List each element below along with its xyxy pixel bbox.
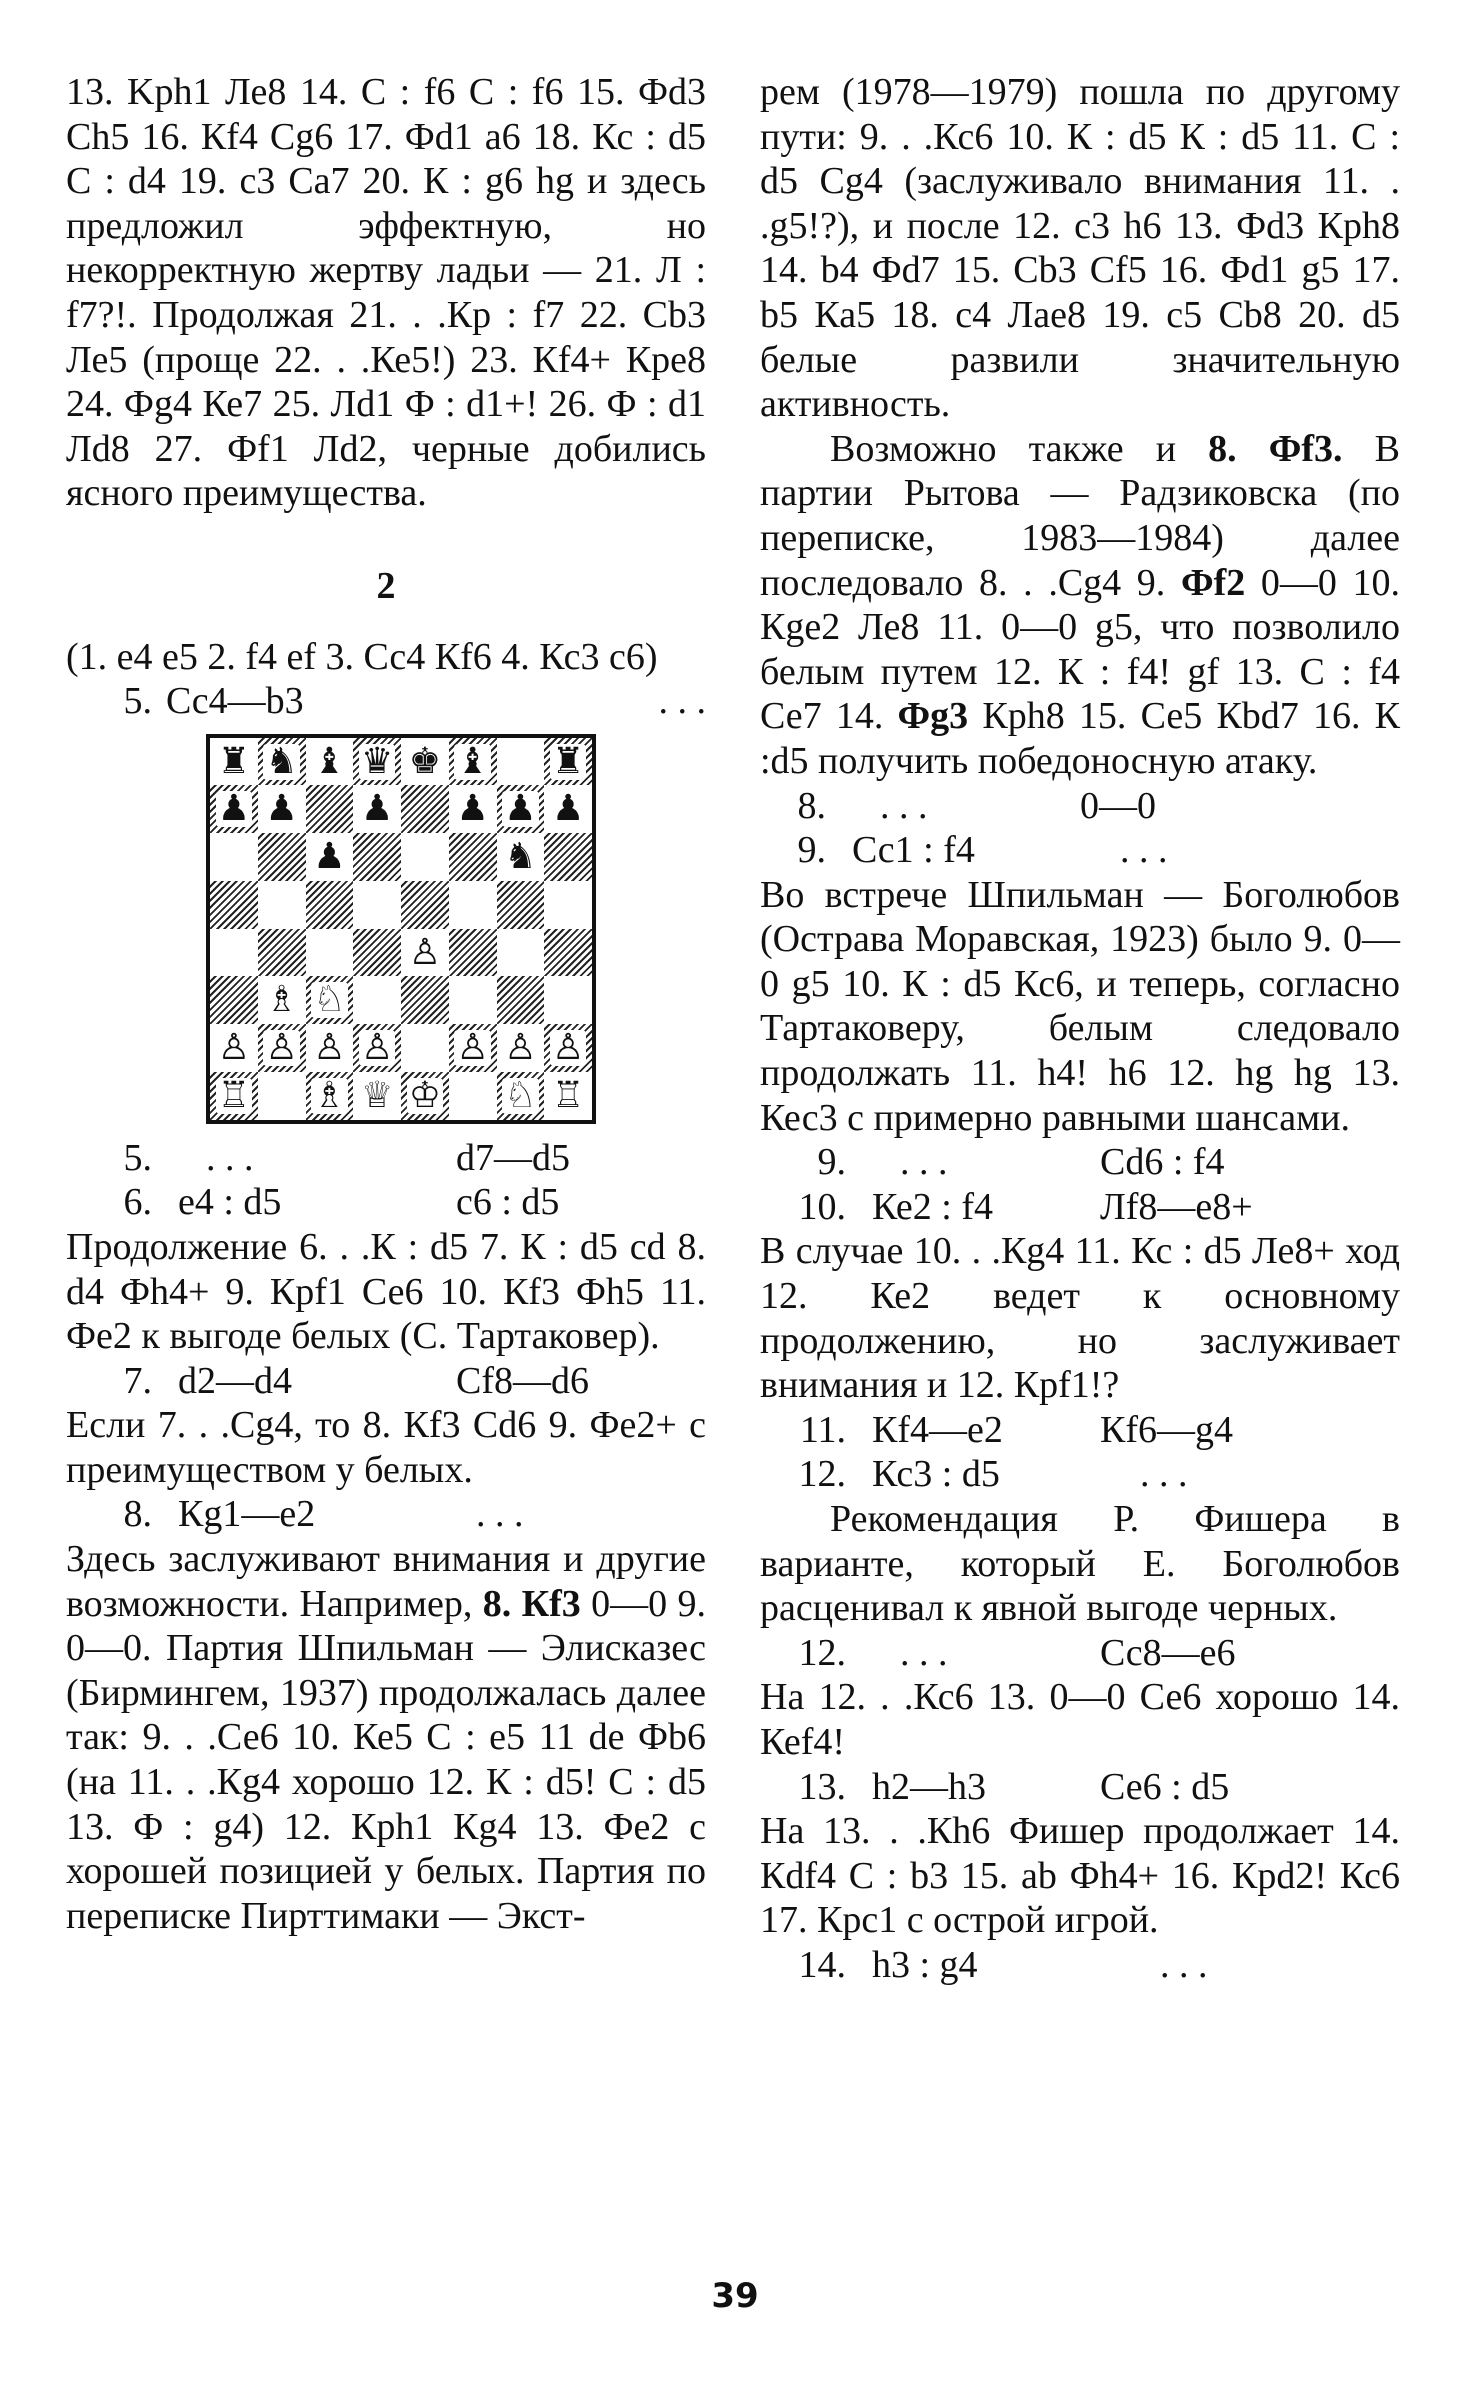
chess-piece-icon: ♙ bbox=[360, 1027, 394, 1069]
black-move: Се6 : d5 bbox=[1100, 1765, 1230, 1808]
chess-diagram bbox=[206, 734, 706, 1124]
square-f6 bbox=[449, 833, 497, 881]
chess-piece-icon: ♙ bbox=[313, 1027, 346, 1069]
white-move: . . . bbox=[880, 784, 928, 827]
square-a2 bbox=[210, 1024, 258, 1072]
chess-piece-icon: ♟ bbox=[265, 788, 298, 830]
paragraph: На 12. . .Кс6 13. 0—0 Се6 хорошо 14. Кеf4! bbox=[760, 1676, 1400, 1763]
square-c2 bbox=[306, 1024, 354, 1072]
square-h7 bbox=[544, 785, 592, 833]
white-move: . . . bbox=[900, 1141, 948, 1184]
square-f4 bbox=[449, 929, 497, 977]
paragraph-text: В партии Рытова — Радзиковска (по переписке, 1983—1984) далее последовало 8. . .Cg4 9. bbox=[760, 427, 1400, 604]
square-c5 bbox=[306, 881, 354, 929]
square-c7 bbox=[306, 785, 354, 833]
square-a4 bbox=[210, 929, 258, 977]
square-e1 bbox=[401, 1072, 449, 1120]
move-number: 14. bbox=[798, 1943, 846, 1986]
move-number: 7. bbox=[123, 1359, 152, 1402]
paragraph bbox=[760, 427, 1400, 784]
paragraph-bold: Фg3 bbox=[897, 695, 969, 738]
chess-piece-icon: ♜ bbox=[551, 740, 585, 782]
move-line bbox=[760, 828, 1400, 873]
white-move: Сс4—b3 bbox=[166, 680, 304, 723]
paragraph: В случае 10. . .Кg4 11. Кс : d5 Ле8+ ход 12. Ке2 ведет к основному продолжению, но заслуживает внимания и 12. Кpf1!? bbox=[760, 1230, 1400, 1407]
page-number: 39 bbox=[711, 2276, 759, 2316]
square-c3 bbox=[306, 976, 354, 1024]
square-h5 bbox=[544, 881, 592, 929]
paragraph bbox=[66, 1537, 706, 1938]
move-line bbox=[66, 1180, 706, 1225]
square-b8 bbox=[258, 738, 306, 786]
square-a7 bbox=[210, 785, 258, 833]
square-g6 bbox=[497, 833, 545, 881]
square-b7 bbox=[258, 785, 306, 833]
chess-piece-icon: ♝ bbox=[456, 740, 489, 782]
chess-piece-icon: ♙ bbox=[456, 1027, 489, 1069]
white-move: . . . bbox=[900, 1631, 948, 1674]
paragraph: Продолжение 6. . .К : d5 7. К : d5 cd 8. d4 Фh4+ 9. Кpf1 Се6 10. Кf3 Фh5 11. Фе2 к выгоде белых (С. Тартаковер). bbox=[66, 1225, 706, 1358]
black-move: . . . bbox=[658, 680, 706, 723]
square-f7 bbox=[449, 785, 497, 833]
black-move: с6 : d5 bbox=[456, 1181, 560, 1224]
black-move: Cd6 : f4 bbox=[1100, 1141, 1225, 1184]
square-b3 bbox=[258, 976, 306, 1024]
square-b4 bbox=[258, 929, 306, 977]
black-move: . . . bbox=[1120, 829, 1168, 872]
move-number: 13. bbox=[798, 1765, 846, 1808]
chess-piece-icon: ♙ bbox=[217, 1027, 251, 1069]
square-b1 bbox=[258, 1072, 306, 1120]
chess-piece-icon: ♟ bbox=[504, 788, 537, 830]
square-e3 bbox=[401, 976, 449, 1024]
square-e6 bbox=[401, 833, 449, 881]
square-e2 bbox=[401, 1024, 449, 1072]
chess-piece-icon: ♝ bbox=[313, 740, 346, 782]
square-f2 bbox=[449, 1024, 497, 1072]
square-h3 bbox=[544, 976, 592, 1024]
move-line bbox=[760, 1140, 1400, 1185]
square-e8 bbox=[401, 738, 449, 786]
black-move: 0—0 bbox=[1080, 784, 1156, 827]
chess-piece-icon: ♟ bbox=[456, 788, 489, 830]
square-d3 bbox=[353, 976, 401, 1024]
white-move: е4 : d5 bbox=[178, 1181, 282, 1224]
square-h4 bbox=[544, 929, 592, 977]
chess-piece-icon: ♟ bbox=[551, 788, 585, 830]
move-line bbox=[66, 1492, 706, 1537]
square-a8 bbox=[210, 738, 258, 786]
chess-piece-icon: ♛ bbox=[360, 740, 394, 782]
move-number: 5. bbox=[123, 680, 152, 723]
paragraph: 13. Kph1 Ле8 14. С : f6 С : f6 15. Фd3 Ch5 16. Кf4 Cg6 17. Фd1 а6 18. Кс : d5 С : d4 19. с3 Са7 20. К : g6 hg и здесь предложил эффектную, но некорректную жертву ладьи — 21. Л : f7?!. Продолжая 21. . .Кр : f7 22. Cb3 Ле5 (проще 22. . .Ке5!) 23. Кf4+ Кре8 24. Фg4 Ке7 25. Лd1 Ф : d1+! 26. Ф : d1 Лd8 27. Фf1 Лd2, черные добились ясного преимущества. bbox=[66, 71, 706, 515]
black-move: Сс8—е6 bbox=[1100, 1631, 1236, 1674]
move-line bbox=[760, 1943, 1400, 1988]
white-move: d2—d4 bbox=[178, 1359, 292, 1402]
square-h6 bbox=[544, 833, 592, 881]
square-a3 bbox=[210, 976, 258, 1024]
square-f3 bbox=[449, 976, 497, 1024]
move-line bbox=[760, 1631, 1400, 1676]
white-move: h3 : g4 bbox=[872, 1943, 978, 1986]
square-d4 bbox=[353, 929, 401, 977]
chess-piece-icon: ♞ bbox=[504, 836, 537, 878]
paragraph: (1. е4 е5 2. f4 ef 3. Сс4 Кf6 4. Кс3 с6) bbox=[66, 635, 658, 678]
square-b5 bbox=[258, 881, 306, 929]
move-line bbox=[66, 1136, 706, 1181]
paragraph-text: Здесь заслуживают внимания и другие возможности. Например, bbox=[66, 1538, 706, 1625]
paragraph: Во встрече Шпильман — Боголюбов (Острава Моравская, 1923) было 9. 0—0 g5 10. К : d5 Кс6, и теперь, согласно Тартаковеру, белым следовало продолжать 11. h4! h6 12. hg hg 13. Кес3 с примерно равными шансами. bbox=[760, 873, 1400, 1139]
paragraph-bold: 8. Кf3 bbox=[482, 1582, 581, 1625]
move-number: 8. bbox=[123, 1493, 152, 1536]
white-move: h2—h3 bbox=[872, 1765, 986, 1808]
black-move: . . . bbox=[1160, 1943, 1208, 1986]
move-number: 12. bbox=[798, 1453, 846, 1496]
square-c6 bbox=[306, 833, 354, 881]
paragraph-bold: Фf2 bbox=[1180, 561, 1246, 604]
square-f5 bbox=[449, 881, 497, 929]
move-line bbox=[760, 784, 1400, 829]
square-c8 bbox=[306, 738, 354, 786]
move-number: 8. bbox=[797, 784, 826, 827]
chess-piece-icon: ♕ bbox=[360, 1074, 394, 1116]
square-e7 bbox=[401, 785, 449, 833]
square-g7 bbox=[497, 785, 545, 833]
square-g4 bbox=[497, 929, 545, 977]
move-line bbox=[66, 1359, 706, 1404]
chess-piece-icon: ♟ bbox=[360, 788, 394, 830]
chess-piece-icon: ♘ bbox=[504, 1074, 537, 1116]
move-line bbox=[66, 679, 706, 724]
paragraph: Рекомендация Р. Фишера в варианте, который Е. Боголюбов расценивал к явной выгоде черных. bbox=[760, 1498, 1400, 1630]
paragraph-text: Кph8 15. Се5 Кbd7 16. К :d5 получить победоносную атаку. bbox=[760, 695, 1400, 782]
black-move: . . . bbox=[476, 1493, 524, 1536]
white-move: Ке2 : f4 bbox=[872, 1185, 993, 1228]
square-c1 bbox=[306, 1072, 354, 1120]
square-h1 bbox=[544, 1072, 592, 1120]
move-line bbox=[760, 1765, 1400, 1810]
paragraph-text: Возможно также и bbox=[830, 427, 1177, 470]
black-move: Кf6—g4 bbox=[1100, 1408, 1233, 1451]
chess-piece-icon: ♙ bbox=[551, 1027, 585, 1069]
black-move: Cf8—d6 bbox=[456, 1359, 589, 1402]
move-number: 11. bbox=[799, 1408, 846, 1451]
black-move: Лf8—е8+ bbox=[1100, 1185, 1253, 1228]
chess-piece-icon: ♘ bbox=[313, 979, 346, 1021]
chess-piece-icon: ♗ bbox=[313, 1074, 346, 1116]
white-move: Кg1—е2 bbox=[178, 1493, 316, 1536]
square-b2 bbox=[258, 1024, 306, 1072]
square-e5 bbox=[401, 881, 449, 929]
move-number: 9. bbox=[797, 829, 826, 872]
section-heading: 2 bbox=[376, 564, 396, 607]
move-line bbox=[760, 1408, 1400, 1453]
paragraph-bold: 8. Фf3. bbox=[1208, 427, 1343, 470]
move-number: 10. bbox=[798, 1185, 846, 1228]
square-d1 bbox=[353, 1072, 401, 1120]
move-number: 6. bbox=[123, 1181, 152, 1224]
chess-piece-icon: ♙ bbox=[408, 931, 442, 973]
square-a1 bbox=[210, 1072, 258, 1120]
paragraph: Если 7. . .Cg4, то 8. Кf3 Cd6 9. Фе2+ с преимуществом у белых. bbox=[66, 1404, 706, 1491]
square-f1 bbox=[449, 1072, 497, 1120]
square-a6 bbox=[210, 833, 258, 881]
paragraph: На 13. . .Кh6 Фишер продолжает 14. Кdf4 С : b3 15. ab Фh4+ 16. Кpd2! Кс6 17. Кpс1 с острой игрой. bbox=[760, 1810, 1400, 1942]
chess-piece-icon: ♟ bbox=[313, 836, 346, 878]
square-d8 bbox=[353, 738, 401, 786]
paragraph-text: 0—0 10. Кgе2 Ле8 11. 0—0 g5, что позволило белым путем 12. К : f4! gf 13. С : f4 Се7 14. bbox=[760, 561, 1401, 738]
paragraph: рем (1978—1979) пошла по другому пути: 9. . .Кс6 10. К : d5 К : d5 11. С : d5 Cg4 (заслуживало внимания 11. . .g5!?), и после 12. с3 h6 13. Фd3 Кph8 14. b4 Фd7 15. Cb3 Cf5 16. Фd1 g5 17. b5 Ка5 18. с4 Лае8 19. с5 Cb8 20. d5 белые развили значительную активность. bbox=[760, 71, 1400, 426]
paragraph-text: 0—0 9. 0—0. Партия Шпильман — Элисказес (Бирмингем, 1937) продолжалась далее так: 9. . .Се6 10. Ке5 С : е5 11 de Фb6 (на 11. . .Кg4 хорошо 12. К : d5! С : d5 13. Ф : g4) 12. Кph1 Кg4 13. Фе2 с хорошей позицией у белых. Партия по переписке Пирттимаки — Экст- bbox=[66, 1582, 707, 1937]
right-column bbox=[760, 70, 1400, 1988]
chess-piece-icon: ♙ bbox=[265, 1027, 298, 1069]
square-h8 bbox=[544, 738, 592, 786]
square-h2 bbox=[544, 1024, 592, 1072]
square-g2 bbox=[497, 1024, 545, 1072]
square-g1 bbox=[497, 1072, 545, 1120]
chess-piece-icon: ♞ bbox=[265, 740, 298, 782]
black-move: d7—d5 bbox=[456, 1136, 570, 1179]
move-line bbox=[760, 1185, 1400, 1230]
chess-piece-icon: ♚ bbox=[408, 740, 442, 782]
white-move: Кf4—е2 bbox=[872, 1408, 1003, 1451]
chess-piece-icon: ♟ bbox=[217, 788, 251, 830]
square-b6 bbox=[258, 833, 306, 881]
chess-piece-icon: ♗ bbox=[265, 979, 298, 1021]
chess-piece-icon: ♔ bbox=[408, 1074, 442, 1116]
square-g8 bbox=[497, 738, 545, 786]
square-d6 bbox=[353, 833, 401, 881]
square-a5 bbox=[210, 881, 258, 929]
chess-piece-icon: ♖ bbox=[217, 1074, 251, 1116]
square-d5 bbox=[353, 881, 401, 929]
move-number: 5. bbox=[123, 1136, 152, 1179]
chess-piece-icon: ♜ bbox=[217, 740, 251, 782]
white-move: Сс1 : f4 bbox=[852, 829, 975, 872]
chess-piece-icon: ♖ bbox=[551, 1074, 585, 1116]
square-f8 bbox=[449, 738, 497, 786]
square-d2 bbox=[353, 1024, 401, 1072]
square-g3 bbox=[497, 976, 545, 1024]
white-move: . . . bbox=[206, 1136, 254, 1179]
square-d7 bbox=[353, 785, 401, 833]
square-c4 bbox=[306, 929, 354, 977]
left-column bbox=[66, 70, 706, 1938]
chess-board bbox=[206, 734, 596, 1124]
black-move: . . . bbox=[1140, 1453, 1188, 1496]
chess-piece-icon: ♙ bbox=[504, 1027, 537, 1069]
move-number: 9. bbox=[817, 1141, 846, 1184]
white-move: Кс3 : d5 bbox=[872, 1453, 1000, 1496]
move-number: 12. bbox=[798, 1631, 846, 1674]
move-line bbox=[760, 1452, 1400, 1497]
square-e4 bbox=[401, 929, 449, 977]
square-g5 bbox=[497, 881, 545, 929]
